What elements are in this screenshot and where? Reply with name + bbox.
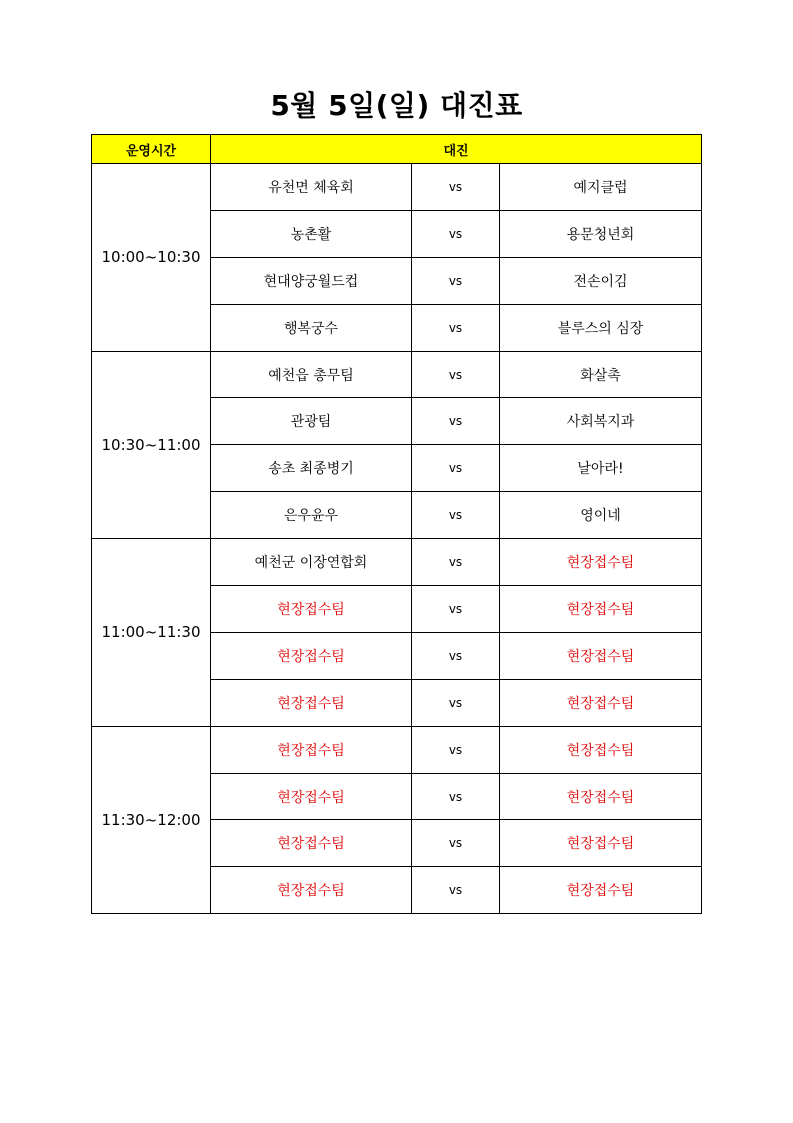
home-team: 예천읍 총무팀 <box>211 351 412 398</box>
vs-label: vs <box>412 398 500 445</box>
header-row <box>92 135 702 164</box>
away-team: 현장접수팀 <box>500 867 702 914</box>
schedule-body <box>92 164 702 914</box>
vs-label: vs <box>412 586 500 633</box>
vs-label: vs <box>412 820 500 867</box>
away-team: 현장접수팀 <box>500 539 702 586</box>
page-title: 5월 5일(일) 대진표 <box>270 89 523 122</box>
match-schedule-table <box>91 134 702 914</box>
time-slot: 10:00~10:30 <box>92 164 211 352</box>
time-slot: 10:30~11:00 <box>92 351 211 539</box>
away-team: 용문청년회 <box>500 210 702 257</box>
away-team: 현장접수팀 <box>500 632 702 679</box>
home-team: 현장접수팀 <box>211 867 412 914</box>
time-column-header: 운영시간 <box>92 135 211 164</box>
home-team: 관광팀 <box>211 398 412 445</box>
vs-label: vs <box>412 492 500 539</box>
home-team: 현장접수팀 <box>211 820 412 867</box>
away-team: 예지클럽 <box>500 164 702 211</box>
home-team: 은우윤우 <box>211 492 412 539</box>
away-team: 전손이김 <box>500 257 702 304</box>
vs-label: vs <box>412 867 500 914</box>
home-team: 현장접수팀 <box>211 726 412 773</box>
vs-label: vs <box>412 164 500 211</box>
home-team: 행복궁수 <box>211 304 412 351</box>
home-team: 현장접수팀 <box>211 679 412 726</box>
vs-label: vs <box>412 445 500 492</box>
vs-label: vs <box>412 679 500 726</box>
away-team: 현장접수팀 <box>500 586 702 633</box>
away-team: 현장접수팀 <box>500 726 702 773</box>
home-team: 유천면 체육회 <box>211 164 412 211</box>
vs-label: vs <box>412 351 500 398</box>
away-team: 블루스의 심장 <box>500 304 702 351</box>
match-row <box>92 726 702 773</box>
match-column-header: 대진 <box>211 135 702 164</box>
home-team: 현장접수팀 <box>211 586 412 633</box>
match-row <box>92 351 702 398</box>
time-slot: 11:30~12:00 <box>92 726 211 914</box>
away-team: 현장접수팀 <box>500 679 702 726</box>
away-team: 화살촉 <box>500 351 702 398</box>
away-team: 현장접수팀 <box>500 820 702 867</box>
home-team: 현대양궁월드컵 <box>211 257 412 304</box>
home-team: 농촌활 <box>211 210 412 257</box>
away-team: 현장접수팀 <box>500 773 702 820</box>
away-team: 날아라! <box>500 445 702 492</box>
time-slot: 11:00~11:30 <box>92 539 211 727</box>
vs-label: vs <box>412 632 500 679</box>
match-row <box>92 539 702 586</box>
vs-label: vs <box>412 210 500 257</box>
away-team: 영이네 <box>500 492 702 539</box>
vs-label: vs <box>412 304 500 351</box>
home-team: 송초 최종병기 <box>211 445 412 492</box>
home-team: 현장접수팀 <box>211 773 412 820</box>
home-team: 예천군 이장연합회 <box>211 539 412 586</box>
vs-label: vs <box>412 539 500 586</box>
vs-label: vs <box>412 257 500 304</box>
home-team: 현장접수팀 <box>211 632 412 679</box>
away-team: 사회복지과 <box>500 398 702 445</box>
vs-label: vs <box>412 773 500 820</box>
match-row <box>92 164 702 211</box>
vs-label: vs <box>412 726 500 773</box>
